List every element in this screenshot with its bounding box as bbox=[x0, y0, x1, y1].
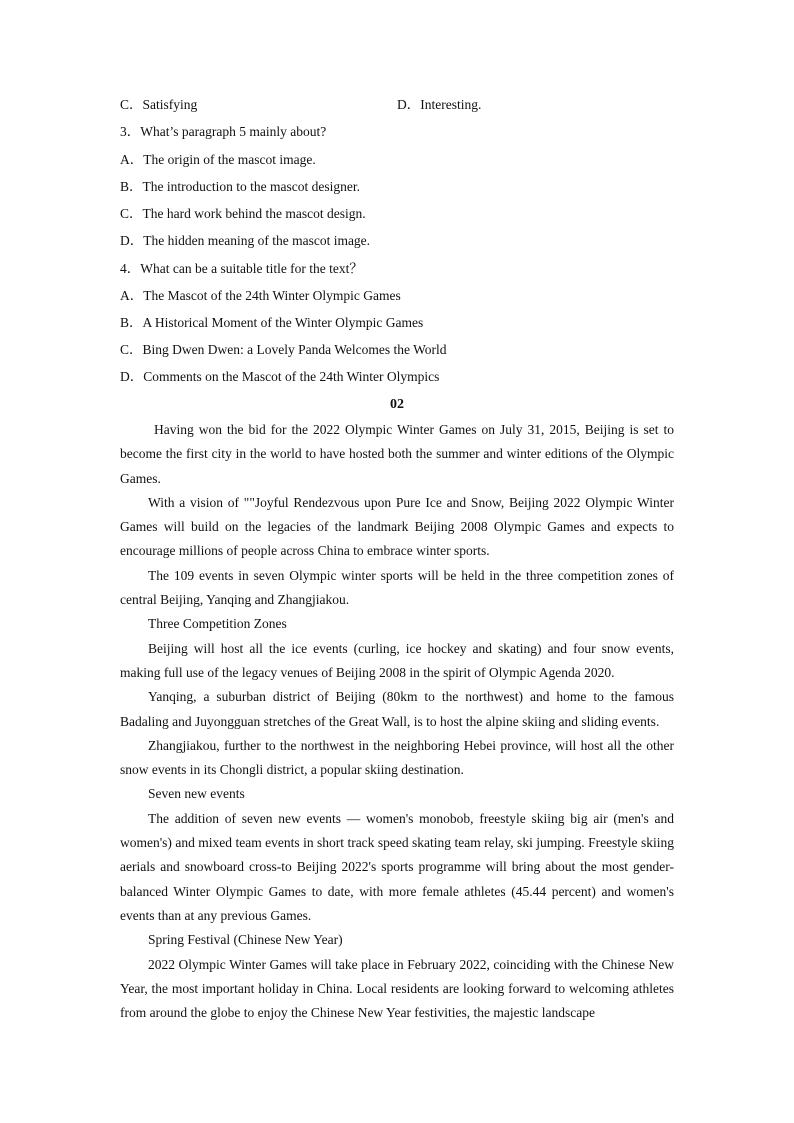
q3-option-d: D．The hidden meaning of the mascot image. bbox=[120, 233, 371, 248]
q4-option-b: B．A Historical Moment of the Winter Olympic Games bbox=[120, 315, 424, 330]
section-number: 02 bbox=[390, 397, 404, 412]
subheading: Seven new events bbox=[148, 786, 245, 802]
paragraph: 2022 Olympic Winter Games will take place in February 2022, coinciding with the Chinese New Year, the most important holiday in China. Local residents are looking forward to welcoming athletes from around the globe to enjoy the Chinese New Year festivities, the majestic landscape bbox=[120, 956, 674, 1021]
subheading: Spring Festival (Chinese New Year) bbox=[148, 932, 343, 948]
reading-passage bbox=[120, 418, 674, 1025]
paragraph: Having won the bid for the 2022 Olympic Winter Games on July 31, 2015, Beijing is set to become the first city in the world to have hosted both the summer and winter editions of the Olympic Games. bbox=[120, 422, 674, 486]
q4-option-a: A．The Mascot of the 24th Winter Olympic Games bbox=[120, 288, 401, 303]
paragraph: With a vision of ""Joyful Rendezvous upon Pure Ice and Snow, Beijing 2022 Olympic Winter Games will build on the legacies of the landmark Beijing 2008 Olympic Games and expects to encourage millions of people across China to embrace winter sports. bbox=[120, 494, 674, 559]
q4-option-d: D．Comments on the Mascot of the 24th Winter Olympics bbox=[120, 369, 440, 384]
q3-option-a: A．The origin of the mascot image. bbox=[120, 152, 316, 167]
paragraph: The addition of seven new events — women's monobob, freestyle skiing big air (men's and women's) and mixed team events in short track speed skating team relay, ski jumping. Freestyle skiing aerials and snowboard cross-to Beijing 2022's sports programme will bring about the most gender-balanced Winter Olympic Games to date, with more female athletes (45.44 percent) and women's events than at any previous Games. bbox=[120, 810, 674, 923]
q2-option-c: C．Satisfying bbox=[120, 97, 198, 112]
paragraph: The 109 events in seven Olympic winter sports will be held in the three competition zones of central Beijing, Yanqing and Zhangjiakou. bbox=[120, 567, 674, 608]
q4-stem: 4．What can be a suitable title for the text？ bbox=[120, 261, 363, 276]
q2-option-d: D．Interesting. bbox=[397, 97, 482, 112]
q4-option-c: C．Bing Dwen Dwen: a Lovely Panda Welcomes the World bbox=[120, 342, 447, 357]
subheading: Three Competition Zones bbox=[148, 616, 287, 632]
paragraph: Yanqing, a suburban district of Beijing (80km to the northwest) and home to the famous Badaling and Juyongguan stretches of the Great Wall, is to host the alpine skiing and sliding events. bbox=[120, 689, 674, 729]
q3-option-b: B．The introduction to the mascot designer. bbox=[120, 179, 360, 194]
paragraph: Zhangjiakou, further to the northwest in the neighboring Hebei province, will host all the other snow events in its Chongli district, a popular skiing destination. bbox=[120, 737, 674, 778]
paragraph: Beijing will host all the ice events (curling, ice hockey and skating) and four snow events, making full use of the legacy venues of Beijing 2008 in the spirit of Olympic Agenda 2020. bbox=[120, 640, 674, 680]
q3-stem: 3．What’s paragraph 5 mainly about? bbox=[120, 124, 327, 139]
q3-option-c: C．The hard work behind the mascot design. bbox=[120, 206, 366, 221]
